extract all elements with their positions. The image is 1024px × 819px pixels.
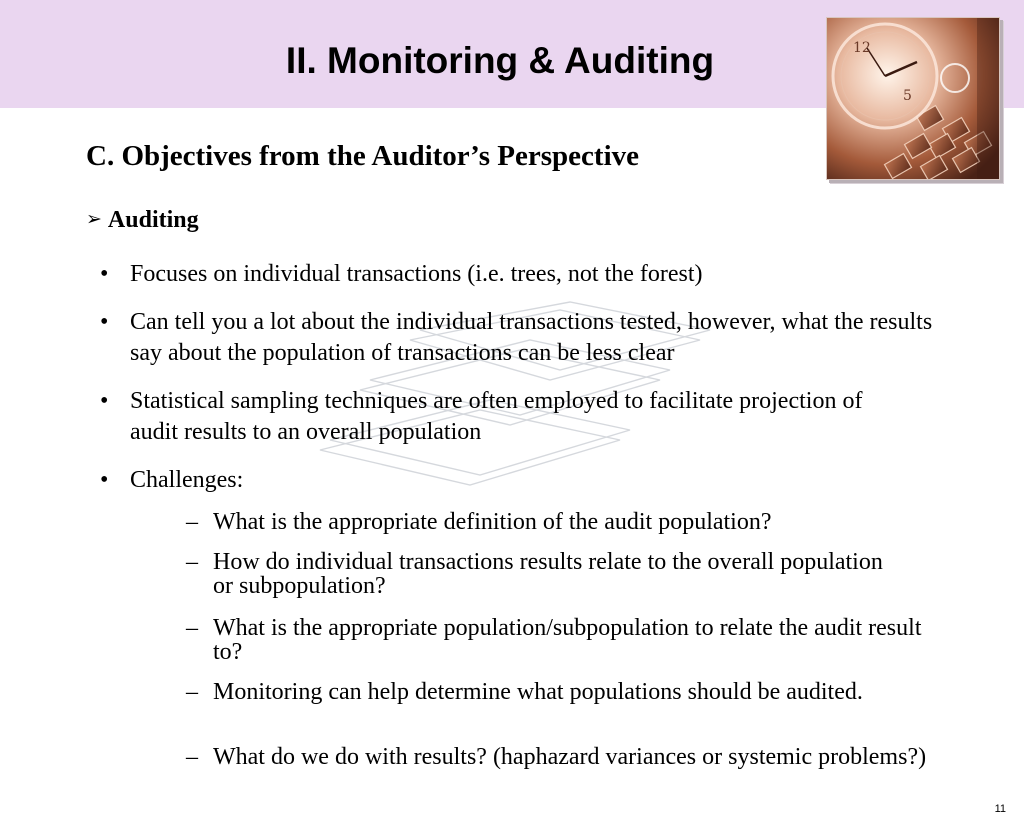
sub-bullet-item [186, 616, 946, 664]
arrow-bullet-icon: ➢ [86, 208, 102, 230]
bullet-item [100, 259, 960, 290]
sub-heading-label: Auditing [107, 207, 199, 233]
sub-bullet-dash: – [186, 549, 198, 575]
bullet-item [100, 386, 960, 448]
sub-bullet-dash: – [186, 744, 198, 770]
bullet-text: Can tell you a lot about the individual transactions tested, however, what the results say about the population of transactions can be less clear [130, 309, 933, 366]
sub-bullet-dash: – [186, 615, 198, 641]
bullet-dot: • [100, 261, 109, 287]
svg-text:5: 5 [903, 88, 912, 104]
bullet-text: Statistical sampling techniques are often employed to facilitate projection of audit results to an overall population [130, 388, 863, 445]
bullet-text: Challenges: [130, 467, 244, 493]
section-heading: C. Objectives from the Auditor’s Perspective [86, 140, 639, 172]
bullet-dot: • [100, 467, 109, 493]
sub-bullet-text: Monitoring can help determine what populations should be audited. [213, 679, 863, 705]
clock-keyboard-photo [826, 17, 1000, 180]
page-number: 11 [994, 803, 1006, 815]
sub-bullet-item [186, 550, 946, 598]
sub-bullet-dash: – [186, 509, 198, 535]
slide-title: II. Monitoring & Auditing [285, 40, 715, 81]
bullet-item [100, 307, 960, 369]
sub-bullet-text: What is the appropriate definition of the audit population? [213, 509, 772, 535]
sub-bullet-item [186, 510, 946, 534]
sub-bullet-text: What is the appropriate population/subpopulation to relate the audit result to? [213, 615, 922, 665]
bullet-text: Focuses on individual transactions (i.e. trees, not the forest) [130, 261, 703, 287]
sub-bullet-text: How do individual transactions results relate to the overall population or subpopulation? [213, 549, 883, 599]
clock-keyboard-icon [827, 18, 999, 179]
sub-bullet-dash: – [186, 679, 198, 705]
bullet-dot: • [100, 388, 109, 414]
bullet-dot: • [100, 309, 109, 335]
sub-bullet-item [186, 680, 946, 704]
svg-text:12: 12 [853, 40, 871, 56]
sub-heading [86, 204, 199, 237]
bullet-item [100, 465, 960, 496]
sub-bullet-item [186, 745, 946, 769]
sub-bullet-text: What do we do with results? (haphazard variances or systemic problems?) [213, 744, 927, 770]
